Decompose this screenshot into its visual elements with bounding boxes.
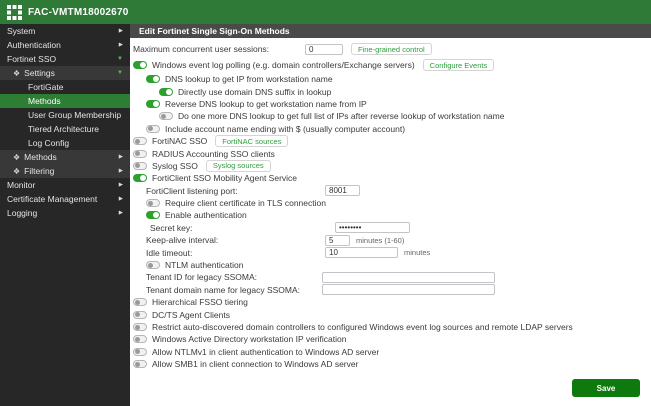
methods-icon: ❖ — [13, 152, 21, 162]
setting-label: Enable authentication — [165, 210, 247, 221]
chevron-right-icon: ▶ — [118, 196, 123, 202]
sidebar-item-label: Filtering — [24, 166, 55, 176]
reverse-dns-row — [130, 98, 651, 110]
allow-smb1-row — [130, 358, 651, 370]
sidebar-item-system[interactable] — [0, 24, 130, 38]
restrict-auto-discovered-row — [130, 321, 651, 333]
sidebar-item-label: Certificate Management — [7, 194, 98, 204]
sidebar-item-log-config[interactable] — [0, 136, 130, 150]
configure-events-button[interactable]: Configure Events — [423, 59, 495, 71]
sidebar-item-label: System — [7, 26, 36, 36]
sidebar-item-label: Methods — [28, 96, 61, 106]
secret-key-input[interactable] — [335, 222, 410, 233]
syslog-sso-row — [130, 160, 651, 172]
setting-label: Include account name ending with $ (usually computer account) — [165, 123, 406, 134]
setting-label: RADIUS Accounting SSO clients — [152, 148, 275, 159]
max-sessions-label: Maximum concurrent user sessions: — [133, 44, 270, 54]
device-title: FAC-VMTM18002670 — [28, 6, 129, 18]
hierarchical-fsso-row — [130, 296, 651, 308]
sidebar-item-label: Authentication — [7, 40, 61, 50]
enable-authentication-row — [130, 209, 651, 221]
idle-timeout-input[interactable] — [325, 247, 398, 258]
sidebar-item-authentication[interactable] — [0, 38, 130, 52]
idle-timeout-suffix: minutes — [404, 248, 431, 258]
secret-key-label: Secret key: — [150, 222, 193, 233]
idle-timeout-row — [130, 246, 651, 258]
chevron-right-icon: ▶ — [118, 210, 123, 216]
main-content — [130, 24, 651, 406]
toggle-domain-dns-suffix[interactable] — [159, 88, 173, 96]
toggle-windows-event-log-polling[interactable] — [133, 61, 147, 69]
save-button[interactable]: Save — [572, 379, 640, 397]
windows-event-log-row — [130, 57, 651, 73]
tenant-domain-label: Tenant domain name for legacy SSOMA: — [146, 284, 301, 295]
settings-form — [130, 38, 651, 370]
toggle-reverse-dns-lookup[interactable] — [146, 100, 160, 108]
keep-alive-label: Keep-alive interval: — [146, 235, 219, 246]
setting-label: DNS lookup to get IP from workstation name — [165, 74, 333, 85]
sidebar-item-certificate-management[interactable] — [0, 192, 130, 206]
setting-label: Reverse DNS lookup to get workstation name from IP — [165, 98, 367, 109]
tenant-domain-input[interactable] — [322, 284, 495, 295]
toggle-ad-workstation-ip-verification[interactable] — [133, 335, 147, 343]
sidebar-item-tiered-architecture[interactable] — [0, 122, 130, 136]
setting-label: FortiClient SSO Mobility Agent Service — [152, 173, 298, 184]
syslog-sources-button[interactable]: Syslog sources — [206, 160, 271, 172]
toggle-dcts-agent-clients[interactable] — [133, 311, 147, 319]
toggle-restrict-auto-discovered[interactable] — [133, 323, 147, 331]
chevron-right-icon: ▶ — [118, 168, 123, 174]
toggle-fortinac-sso[interactable] — [133, 137, 147, 145]
dns-lookup-row — [130, 73, 651, 85]
chevron-right-icon: ▶ — [118, 154, 123, 160]
tenant-id-row — [130, 271, 651, 283]
setting-label: Directly use domain DNS suffix in lookup — [178, 86, 332, 97]
setting-label: Windows event log polling (e.g. domain controllers/Exchange servers) — [152, 60, 415, 70]
chevron-down-icon: ▼ — [117, 56, 123, 62]
radius-accounting-row — [130, 147, 651, 159]
dcts-agent-clients-row — [130, 308, 651, 320]
toggle-forticlient-ssoma[interactable] — [133, 174, 147, 182]
sidebar-item-label: Monitor — [7, 180, 36, 190]
max-sessions-row — [130, 41, 651, 57]
require-client-cert-row — [130, 197, 651, 209]
toggle-ntlm-authentication[interactable] — [146, 261, 160, 269]
setting-label: NTLM authentication — [165, 260, 244, 271]
max-sessions-input[interactable] — [305, 44, 343, 55]
sidebar-item-filtering[interactable] — [0, 164, 130, 178]
tenant-domain-row — [130, 284, 651, 296]
setting-label: Allow NTLMv1 in client authentication to Windows AD server — [152, 346, 380, 357]
toggle-enable-authentication[interactable] — [146, 211, 160, 219]
toggle-one-more-dns-lookup[interactable] — [159, 112, 173, 120]
setting-label: Require client certificate in TLS connection — [165, 198, 326, 209]
chevron-right-icon: ▶ — [118, 42, 123, 48]
toggle-include-account-name[interactable] — [146, 125, 160, 133]
setting-label: Windows Active Directory workstation IP verification — [152, 334, 347, 345]
sidebar-item-fortinet-sso[interactable] — [0, 52, 130, 66]
forticlient-port-input[interactable] — [325, 185, 360, 196]
toggle-hierarchical-fsso[interactable] — [133, 298, 147, 306]
settings-icon: ❖ — [13, 68, 21, 78]
sidebar-item-methods-selected[interactable] — [0, 94, 130, 108]
sidebar-item-settings[interactable] — [0, 66, 130, 80]
keep-alive-row — [130, 234, 651, 246]
sidebar-item-monitor[interactable] — [0, 178, 130, 192]
setting-label: Syslog SSO — [152, 160, 198, 171]
sidebar-item-methods-group[interactable] — [0, 150, 130, 164]
forticlient-port-row — [130, 185, 651, 197]
setting-label: Allow SMB1 in client connection to Windows AD server — [152, 359, 359, 370]
toggle-allow-ntlmv1[interactable] — [133, 348, 147, 356]
keep-alive-suffix: minutes (1-60) — [356, 235, 405, 245]
tenant-id-label: Tenant ID for legacy SSOMA: — [146, 272, 258, 283]
chevron-right-icon: ▶ — [118, 28, 123, 34]
toggle-dns-lookup[interactable] — [146, 75, 160, 83]
sidebar-item-label: Tiered Architecture — [28, 124, 100, 134]
sidebar-item-label: User Group Membership — [28, 110, 122, 120]
toggle-allow-smb1[interactable] — [133, 360, 147, 368]
secret-key-row — [130, 222, 651, 234]
sidebar-item-label: Settings — [24, 68, 55, 78]
ntlm-authentication-row — [130, 259, 651, 271]
fortinac-sources-button[interactable]: FortiNAC sources — [215, 135, 288, 147]
chevron-down-icon: ▼ — [117, 70, 123, 76]
fortinet-logo-icon — [7, 5, 22, 20]
fortinac-sso-row — [130, 135, 651, 147]
filtering-icon: ❖ — [13, 166, 21, 176]
idle-timeout-label: Idle timeout: — [146, 247, 193, 258]
tenant-id-input[interactable] — [322, 272, 495, 283]
forticlient-port-label: FortiClient listening port: — [146, 185, 238, 196]
sidebar-item-label: Methods — [24, 152, 57, 162]
fine-grained-control-button[interactable]: Fine-grained control — [351, 43, 432, 55]
sidebar-item-label: Logging — [7, 208, 38, 218]
page-title: Edit Fortinet Single Sign-On Methods — [130, 24, 651, 38]
setting-label: FortiNAC SSO — [152, 136, 208, 147]
app-header — [0, 0, 651, 24]
keep-alive-input[interactable] — [325, 235, 350, 246]
sidebar-item-logging[interactable] — [0, 206, 130, 220]
toggle-syslog-sso[interactable] — [133, 162, 147, 170]
one-more-dns-row — [130, 110, 651, 122]
allow-ntlmv1-row — [130, 346, 651, 358]
chevron-right-icon: ▶ — [118, 182, 123, 188]
dns-suffix-row — [130, 85, 651, 97]
ad-workstation-ip-row — [130, 333, 651, 345]
sidebar-item-fortigate[interactable] — [0, 80, 130, 94]
setting-label: DC/TS Agent Clients — [152, 309, 230, 320]
sidebar-item-label: Log Config — [28, 138, 70, 148]
include-account-name-row — [130, 123, 651, 135]
setting-label: Hierarchical FSSO tiering — [152, 297, 248, 308]
sidebar-item-label: Fortinet SSO — [7, 54, 57, 64]
setting-label: Restrict auto-discovered domain controllers to configured Windows event log sources and remote LDAP servers — [152, 322, 573, 332]
sidebar-item-user-group-membership[interactable] — [0, 108, 130, 122]
toggle-radius-accounting[interactable] — [133, 150, 147, 158]
sidebar-item-label: FortiGate — [28, 82, 64, 92]
toggle-require-client-cert[interactable] — [146, 199, 160, 207]
forticlient-ssoma-row — [130, 172, 651, 184]
setting-label: Do one more DNS lookup to get full list of IPs after reverse lookup of workstation name — [178, 111, 505, 122]
sidebar-nav — [0, 24, 130, 406]
